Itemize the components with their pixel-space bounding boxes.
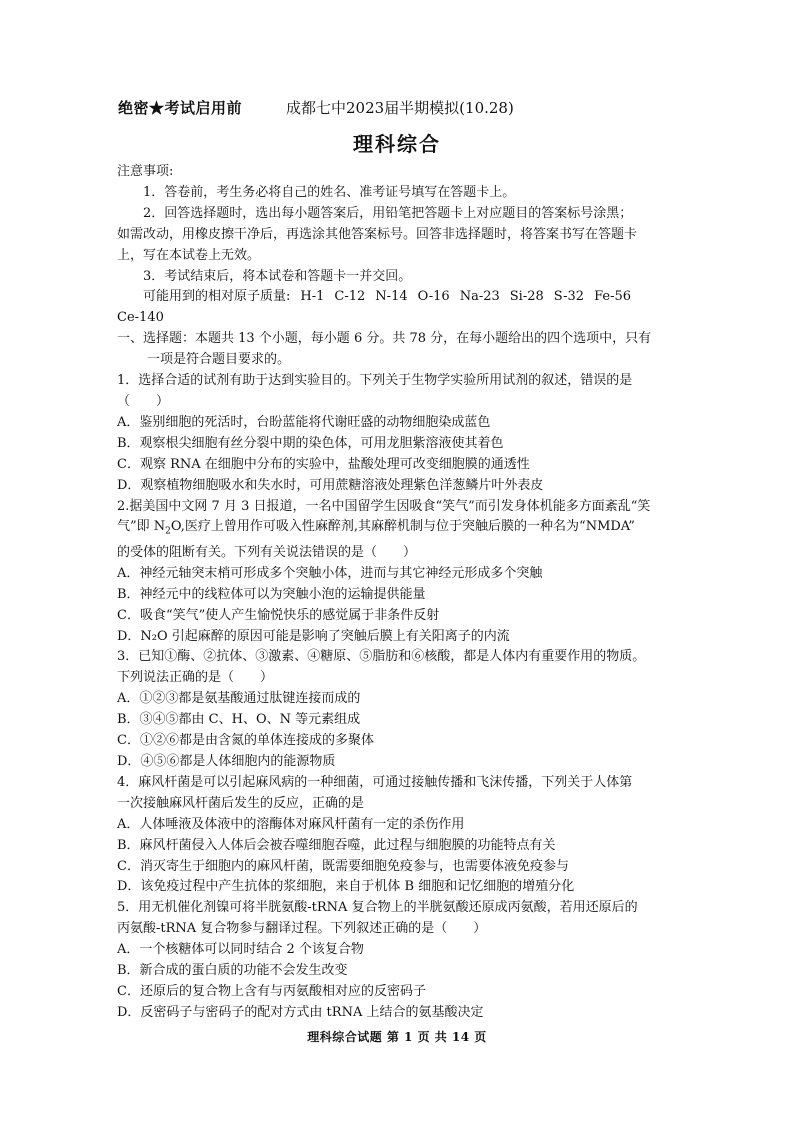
notice-heading: 注意事项: bbox=[117, 164, 174, 179]
atomic-mass: C-12 bbox=[334, 289, 366, 305]
atomic-mass: Si-28 bbox=[509, 289, 544, 305]
question-option: D．反密码子与密码子的配对方式由 tRNA 上结合的氨基酸决定 bbox=[117, 1004, 484, 1020]
question-option: D．观察植物细胞吸水和失水时，可用蔗糖溶液处理紫色洋葱鳞片叶外表皮 bbox=[117, 477, 544, 493]
question-option: C．消灭寄生于细胞内的麻风杆菌，既需要细胞免疫参与，也需要体液免疫参与 bbox=[117, 858, 569, 874]
question-stem bbox=[117, 517, 685, 543]
document-body bbox=[117, 162, 685, 1024]
atomic-mass: H-1 bbox=[300, 289, 325, 305]
question-option: C．还原后的复合物上含有与丙氨酸相对应的反密码子 bbox=[117, 983, 426, 999]
page-title: 理科综合 bbox=[353, 132, 441, 156]
atomic-mass: Ce-140 bbox=[117, 310, 164, 326]
confidential-label: 绝密★考试启用前 bbox=[118, 99, 243, 117]
atomic-mass: Na-23 bbox=[459, 289, 500, 305]
atomic-mass: N-14 bbox=[375, 289, 408, 305]
question-option: A．鉴别细胞的死活时，台盼蓝能将代谢旺盛的动物细胞染成蓝色 bbox=[117, 414, 491, 430]
section-heading: 一、选择题：本题共 13 个小题，每小题 6 分。共 78 分，在每小题给出的四个选项中，只有 bbox=[117, 331, 652, 347]
question-option: D．该免疫过程中产生抗体的浆细胞，来自于机体 B 细胞和记忆细胞的增殖分化 bbox=[117, 879, 575, 895]
question-option: C．吸食“笑气”使人产生愉悦快乐的感觉属于非条件反射 bbox=[117, 607, 440, 623]
question-option: D．N₂O 引起麻醉的原因可能是影响了突触后膜上有关阳离子的内流 bbox=[117, 628, 510, 644]
exam-name: 成都七中2023届半期模拟(10.28) bbox=[286, 99, 514, 117]
question-stem: 的受体的阻断有关。下列有关说法错误的是（ ） bbox=[117, 544, 417, 560]
question-option: B．新合成的蛋白质的功能不会发生改变 bbox=[117, 963, 348, 979]
question-stem: 一次接触麻风杆菌后发生的反应，正确的是 bbox=[117, 795, 365, 811]
question-option: A．人体唾液及体液中的溶酶体对麻风杆菌有一定的杀伤作用 bbox=[117, 816, 465, 832]
stem-text: 气”即 N bbox=[117, 519, 166, 535]
question-option: A．神经元轴突末梢可形成多个突触小体，进而与其它神经元形成多个突触 bbox=[117, 565, 543, 581]
atomic-mass: O-16 bbox=[417, 289, 450, 305]
notice-item: 1．答卷前，考生务必将自己的姓名、准考证号填写在答题卡上。 bbox=[143, 184, 516, 200]
question-option: B．③④⑤都由 C、H、O、N 等元素组成 bbox=[117, 712, 361, 728]
notice-item: 上，写在本试卷上无效。 bbox=[117, 247, 261, 263]
atomic-mass: S-32 bbox=[553, 289, 585, 305]
section-heading-cont: 一项是符合题目要求的。 bbox=[147, 352, 291, 368]
question-option: B．观察根尖细胞有丝分裂中期的染色体，可用龙胆紫溶液使其着色 bbox=[117, 435, 504, 451]
notice-item: 如需改动，用橡皮擦干净后，再选涂其他答案标号。回答非选择题时，将答案书写在答题卡 bbox=[117, 226, 638, 242]
atomic-mass: Fe-56 bbox=[594, 289, 632, 305]
question-stem: 4．麻风杆菌是可以引起麻风病的一种细菌，可通过接触传播和飞沫传播，下列关于人体第 bbox=[117, 774, 633, 790]
question-stem: 下列说法正确的是（ ） bbox=[117, 670, 274, 686]
atomic-masses-label: 可能用到的相对原子质量: bbox=[143, 289, 291, 305]
page-footer: 理科综合试题 第 1 页 共 14 页 bbox=[307, 1030, 487, 1044]
atomic-masses bbox=[117, 287, 685, 308]
stem-text: O,医疗上曾用作可吸入性麻醉剂,其麻醉机制与位于突触后膜的一种名为“NMDA” bbox=[170, 519, 635, 535]
question-option: A．一个核糖体可以同时结合 2 个该复合物 bbox=[117, 942, 364, 958]
question-stem: （ ） bbox=[117, 393, 170, 409]
question-stem: 5．用无机催化剂镍可将半胱氨酸-tRNA 复合物上的半胱氨酸还原成丙氨酸，若用还原后的 bbox=[117, 900, 638, 916]
question-stem: 丙氨酸-tRNA 复合物参与翻译过程。下列叙述正确的是（ ） bbox=[117, 921, 487, 937]
question-stem: 3．已知①酶、②抗体、③激素、④糖原、⑤脂肪和⑥核酸，都是人体内有重要作用的物质。 bbox=[117, 649, 646, 665]
question-option: A．①②③都是氨基酸通过肽键连接而成的 bbox=[117, 691, 361, 707]
question-option: D．④⑤⑥都是人体细胞内的能源物质 bbox=[117, 753, 336, 769]
notice-item: 2．回答选择题时，选出每小题答案后，用铅笔把答题卡上对应题目的答案标号涂黑； bbox=[143, 205, 633, 221]
question-stem: 1．选择合适的试剂有助于达到实验目的。下列关于生物学实验所用试剂的叙述，错误的是 bbox=[117, 373, 633, 389]
question-stem: 2.据美国中文网 7 月 3 日报道，一名中国留学生因吸食“笑气”而引发身体机能多方面紊乱“笑 bbox=[117, 498, 651, 514]
question-option: B．神经元中的线粒体可以为突触小泡的运输提供能量 bbox=[117, 586, 426, 602]
page-header bbox=[118, 97, 678, 119]
question-option: C．观察 RNA 在细胞中分布的实验中，盐酸处理可改变细胞膜的通透性 bbox=[117, 456, 530, 472]
question-option: C．①②⑥都是由含氮的单体连接成的多聚体 bbox=[117, 733, 374, 749]
notice-item: 3．考试结束后，将本试卷和答题卡一并交回。 bbox=[143, 268, 412, 284]
question-option: B．麻风杆菌侵入人体后会被吞噬细胞吞噬，此过程与细胞膜的功能特点有关 bbox=[117, 837, 556, 853]
subscript: 2 bbox=[165, 527, 171, 537]
